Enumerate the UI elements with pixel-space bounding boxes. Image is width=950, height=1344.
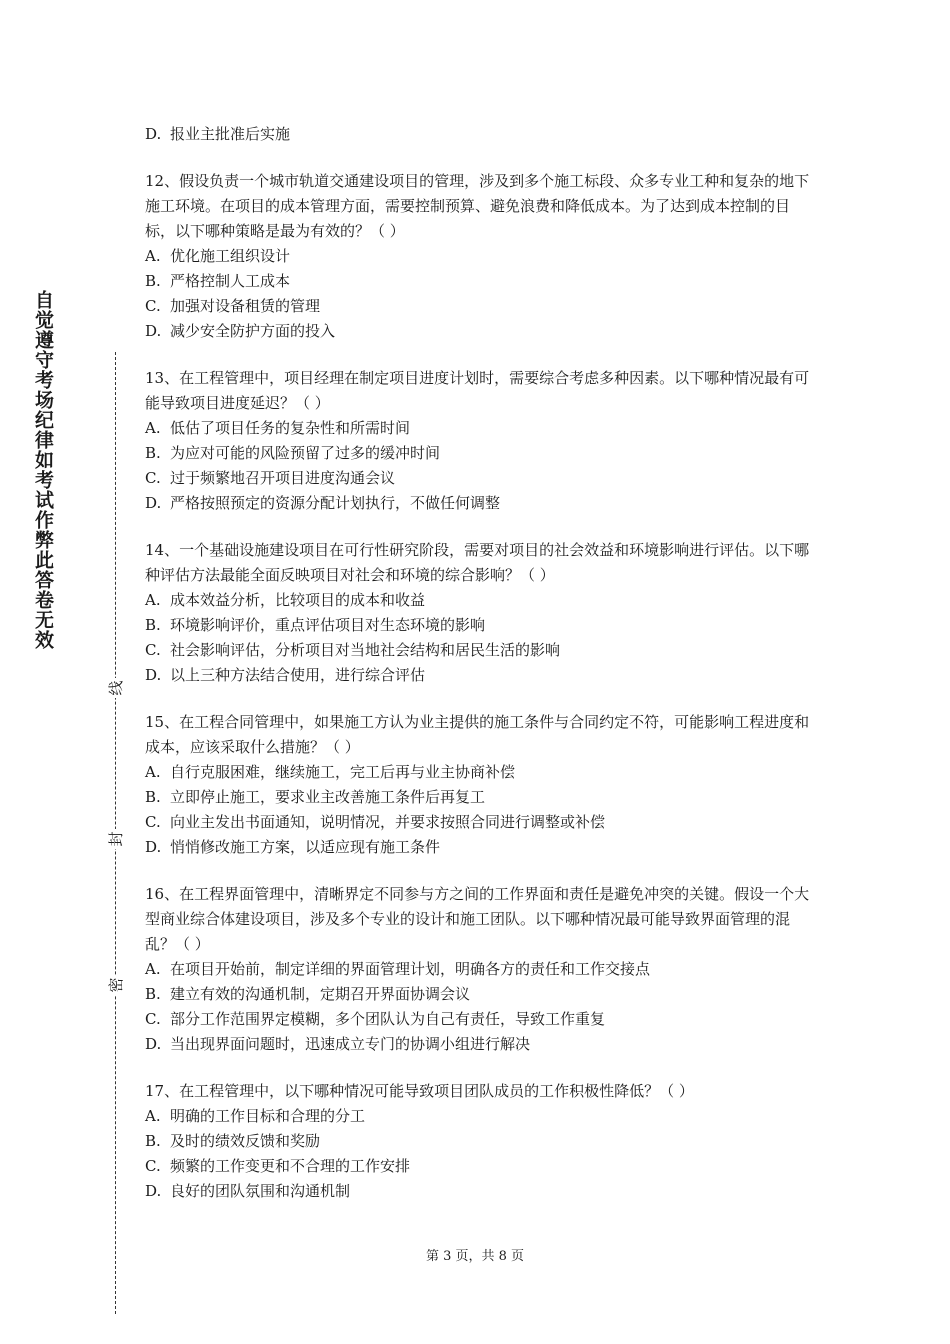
option-letter: A. [145, 419, 161, 437]
option-a [145, 416, 813, 441]
option-letter: B. [145, 985, 161, 1003]
question-stem: 15、在工程合同管理中，如果施工方认为业主提供的施工条件与合同约定不符，可能影响工程进度和成本，应该采取什么措施？（ ） [145, 713, 810, 756]
option-text: 严格控制人工成本 [170, 272, 291, 290]
option-text: 社会影响评估，分析项目对当地社会结构和居民生活的影响 [170, 641, 561, 659]
option-letter: C. [145, 1010, 161, 1028]
option-letter: D. [145, 322, 162, 340]
question-12 [145, 169, 813, 344]
option-d [145, 1179, 813, 1204]
option-c [145, 294, 813, 319]
option-d [145, 1032, 813, 1057]
binding-mark-secret: 密 [106, 975, 126, 995]
question-15 [145, 710, 813, 860]
option-c [145, 810, 813, 835]
option-text: 建立有效的沟通机制，定期召开界面协调会议 [170, 985, 471, 1003]
option-text: 部分工作范围界定模糊，多个团队认为自己有责任，导致工作重复 [170, 1010, 606, 1028]
option-letter: A. [145, 763, 161, 781]
question-14 [145, 538, 813, 688]
option-letter: C. [145, 469, 161, 487]
binding-mark-seal: 封 [106, 829, 126, 849]
question-stem: 16、在工程界面管理中，清晰界定不同参与方之间的工作界面和责任是避免冲突的关键。假设一个大型商业综合体建设项目，涉及多个专业的设计和施工团队。以下哪种情况最可能导致界面管理的混乱？（ ） [145, 885, 810, 953]
option-text: 在项目开始前，制定详细的界面管理计划，明确各方的责任和工作交接点 [170, 960, 651, 978]
option-text: 为应对可能的风险预留了过多的缓冲时间 [170, 444, 441, 462]
option-letter: C. [145, 1157, 161, 1175]
option-text: 严格按照预定的资源分配计划执行，不做任何调整 [170, 494, 501, 512]
exam-content [145, 122, 813, 1204]
carryover-option [145, 122, 813, 147]
option-d [145, 663, 813, 688]
option-letter: A. [145, 960, 161, 978]
option-text: 低估了项目任务的复杂性和所需时间 [170, 419, 411, 437]
option-letter: C. [145, 641, 161, 659]
option-b [145, 1129, 813, 1154]
option-letter: B. [145, 272, 161, 290]
option-letter: A. [145, 1107, 161, 1125]
option-letter: D. [145, 125, 162, 143]
option-text: 减少安全防护方面的投入 [170, 322, 336, 340]
option-letter: D. [145, 1182, 162, 1200]
exam-rules-notice: 自觉遵守考场纪律如考试作弊此答卷无效 [32, 290, 54, 650]
option-d [145, 319, 813, 344]
option-text: 加强对设备租赁的管理 [170, 297, 321, 315]
option-text: 过于频繁地召开项目进度沟通会议 [170, 469, 396, 487]
question-stem: 13、在工程管理中，项目经理在制定项目进度计划时，需要综合考虑多种因素。以下哪种情况最有可能导致项目进度延迟？（ ） [145, 369, 810, 412]
option-text: 报业主批准后实施 [170, 125, 291, 143]
option-letter: B. [145, 616, 161, 634]
option-text: 悄悄修改施工方案，以适应现有施工条件 [170, 838, 441, 856]
option-a [145, 957, 813, 982]
option-c [145, 1007, 813, 1032]
option-letter: D. [145, 494, 162, 512]
option-d [145, 491, 813, 516]
question-stem: 14、一个基础设施建设项目在可行性研究阶段，需要对项目的社会效益和环境影响进行评估。以下哪种评估方法最能全面反映项目对社会和环境的综合影响？（ ） [145, 541, 810, 584]
option-b [145, 441, 813, 466]
option-text: 明确的工作目标和合理的分工 [170, 1107, 366, 1125]
option-text: 立即停止施工，要求业主改善施工条件后再复工 [170, 788, 486, 806]
option-letter: A. [145, 591, 161, 609]
option-a [145, 588, 813, 613]
question-stem: 12、假设负责一个城市轨道交通建设项目的管理，涉及到多个施工标段、众多专业工种和复杂的地下施工环境。在项目的成本管理方面，需要控制预算、避免浪费和降低成本。为了达到成本控制的目标，以下哪种策略是最为有效的？（ ） [145, 172, 810, 240]
option-text: 及时的绩效反馈和奖励 [170, 1132, 321, 1150]
option-letter: B. [145, 1132, 161, 1150]
option-letter: C. [145, 813, 161, 831]
option-text: 当出现界面问题时，迅速成立专门的协调小组进行解决 [170, 1035, 531, 1053]
page-footer: 第 3 页，共 8 页 [425, 1249, 525, 1264]
option-a [145, 760, 813, 785]
option-letter: A. [145, 247, 161, 265]
option-c [145, 466, 813, 491]
option-c [145, 1154, 813, 1179]
option-text: 以上三种方法结合使用，进行综合评估 [170, 666, 426, 684]
option-text: 优化施工组织设计 [170, 247, 291, 265]
option-letter: D. [145, 1035, 162, 1053]
question-17 [145, 1079, 813, 1204]
option-text: 良好的团队氛围和沟通机制 [170, 1182, 351, 1200]
option-letter: D. [145, 838, 162, 856]
option-a [145, 1104, 813, 1129]
option-c [145, 638, 813, 663]
option-d [145, 835, 813, 860]
option-letter: D. [145, 666, 162, 684]
question-stem: 17、在工程管理中，以下哪种情况可能导致项目团队成员的工作积极性降低？（ ） [145, 1082, 694, 1100]
option-text: 环境影响评价，重点评估项目对生态环境的影响 [170, 616, 486, 634]
option-text: 成本效益分析，比较项目的成本和收益 [170, 591, 426, 609]
option-a [145, 244, 813, 269]
option-letter: B. [145, 788, 161, 806]
option-b [145, 785, 813, 810]
option-text: 自行克服困难，继续施工，完工后再与业主协商补偿 [170, 763, 516, 781]
option-b [145, 982, 813, 1007]
question-16 [145, 882, 813, 1057]
option-b [145, 269, 813, 294]
option-letter: C. [145, 297, 161, 315]
question-13 [145, 366, 813, 516]
binding-mark-line: 线 [106, 678, 126, 698]
option-text: 向业主发出书面通知，说明情况，并要求按照合同进行调整或补偿 [170, 813, 606, 831]
option-b [145, 613, 813, 638]
option-text: 频繁的工作变更和不合理的工作安排 [170, 1157, 411, 1175]
option-letter: B. [145, 444, 161, 462]
